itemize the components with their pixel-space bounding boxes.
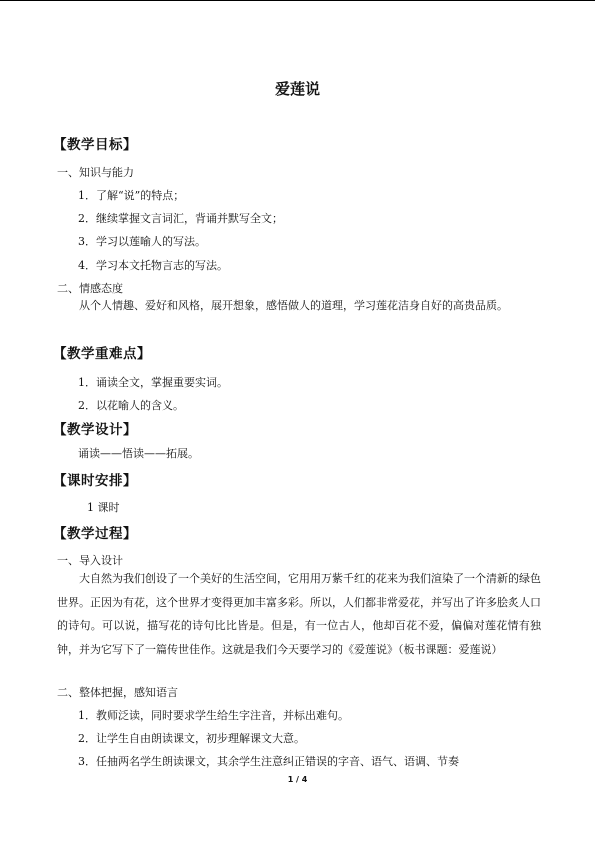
key-point-1: 1．诵读全文，掌握重要实词。 (78, 376, 228, 389)
heading-teaching-process: 【教学过程】 (53, 526, 137, 542)
heading-schedule: 【课时安排】 (53, 473, 137, 489)
design-text: 诵读——悟读——拓展。 (78, 447, 199, 460)
process-part2-label: 二、整体把握，感知语言 (57, 686, 178, 699)
goals-part2-paragraph: 从个人情趣、爱好和风格，展开想象，感悟做人的道理，学习莲花洁身自好的高贵品质。 (79, 299, 508, 312)
document-title: 爱莲说 (274, 80, 320, 98)
goals-item-4: 4．学习本文托物言志的写法。 (78, 259, 228, 272)
process-item-3: 3．任抽两名学生朗读课文，其余学生注意纠正错误的字音、语气、语调、节奏 (78, 755, 459, 768)
goals-item-1: 1．了解“说”的特点； (78, 189, 185, 202)
heading-key-points: 【教学重难点】 (53, 346, 151, 362)
heading-teaching-goals: 【教学目标】 (53, 137, 137, 153)
key-point-2: 2．以花喻人的含义。 (78, 399, 184, 412)
process-part1-paragraph: 大自然为我们创设了一个美好的生活空间，它用用万紫千红的花来为我们渲染了一个清新的绿色世界。正因为有花，这个世界才变得更加丰富多彩。所以，人们都非常爱花，并写出了许多脍炙人口的诗句。可以说，描写花的诗句比比皆是。但是，有一位古人，他却百花不爱，偏偏对莲花情有独钟，并为它写下了一篇传世佳作。这就是我们今天要学习的《爱莲说》（板书课题：爱莲说） (57, 572, 541, 656)
schedule-text: 1 课时 (87, 501, 120, 514)
heading-teaching-design: 【教学设计】 (53, 422, 137, 438)
process-part1-label: 一、导入设计 (57, 554, 123, 567)
goals-item-3: 3．学习以莲喻人的写法。 (78, 235, 206, 248)
process-item-1: 1．教师泛读，同时要求学生给生字注音，并标出难句。 (78, 709, 349, 722)
top-rule (0, 0, 595, 1)
page-number: 1 / 4 (287, 775, 308, 784)
goals-part1-label: 一、知识与能力 (57, 166, 134, 179)
goals-part2-label: 二、情感态度 (57, 282, 123, 295)
process-item-2: 2．让学生自由朗读课文，初步理解课文大意。 (78, 732, 305, 745)
goals-item-2: 2．继续掌握文言词汇，背诵并默写全文； (78, 212, 283, 225)
